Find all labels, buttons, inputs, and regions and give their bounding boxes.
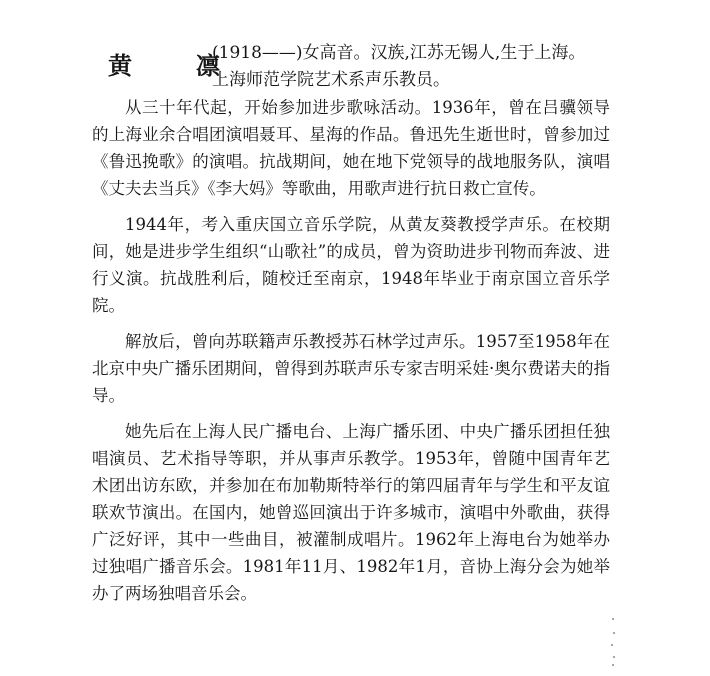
intro-line-2: 上海师范学院艺术系声乐教员。: [212, 70, 450, 90]
intro-line-1: (1918——)女高音。汉族,江苏无锡人,生于上海。: [212, 43, 586, 63]
paragraph-3: 解放后，曾向苏联籍声乐教授苏石林学过声乐。1957至1958年在北京中央广播乐团期间，曾得到苏联声乐专家吉明采娃·奥尔费诺夫的指导。: [92, 332, 610, 405]
scan-speck: [611, 644, 613, 646]
scan-speck: [612, 664, 614, 666]
entry-name: 黄 凛: [108, 51, 240, 80]
scan-speck: [613, 632, 615, 634]
entry-body: [92, 94, 610, 616]
paragraph-1: 从三十年代起，开始参加进步歌咏活动。1936年，曾在吕骥领导的上海业余合唱团演唱聂耳、星海的作品。鲁迅先生逝世时，曾参加过《鲁迅挽歌》的演唱。抗战期间，她在地下党领导的战地服务队，演唱《丈夫去当兵》《李大妈》等歌曲，用歌声进行抗日救亡宣传。: [92, 98, 610, 198]
entry-intro: [212, 40, 672, 94]
paragraph-4: 她先后在上海人民广播电台、上海广播乐团、中央广播乐团担任独唱演员、艺术指导等职，并从事声乐教学。1953年，曾随中国青年艺术团出访东欧，并参加在布加勒斯特举行的第四届青年与学生和平友谊联欢节演出。在国内，她曾巡回演出于许多城市，演唱中外歌曲，获得广泛好评，其中一些曲目，被灌制成唱片。1962年上海电台为她举办过独唱广播音乐会。1981年11月、1982年1月，音协上海分会为她举办了两场独唱音乐会。: [92, 422, 610, 603]
paragraph-2: 1944年，考入重庆国立音乐学院，从黄友葵教授学声乐。在校期间，她是进步学生组织“山歌社”的成员，曾为资助进步刊物而奔波、进行义演。抗战胜利后，随校迁至南京，1948年毕业于南京国立音乐学院。: [92, 215, 610, 315]
scan-speck: [612, 618, 614, 620]
scan-speck: [613, 656, 615, 658]
scan-specks: [610, 618, 616, 668]
entry-header: [108, 40, 668, 96]
